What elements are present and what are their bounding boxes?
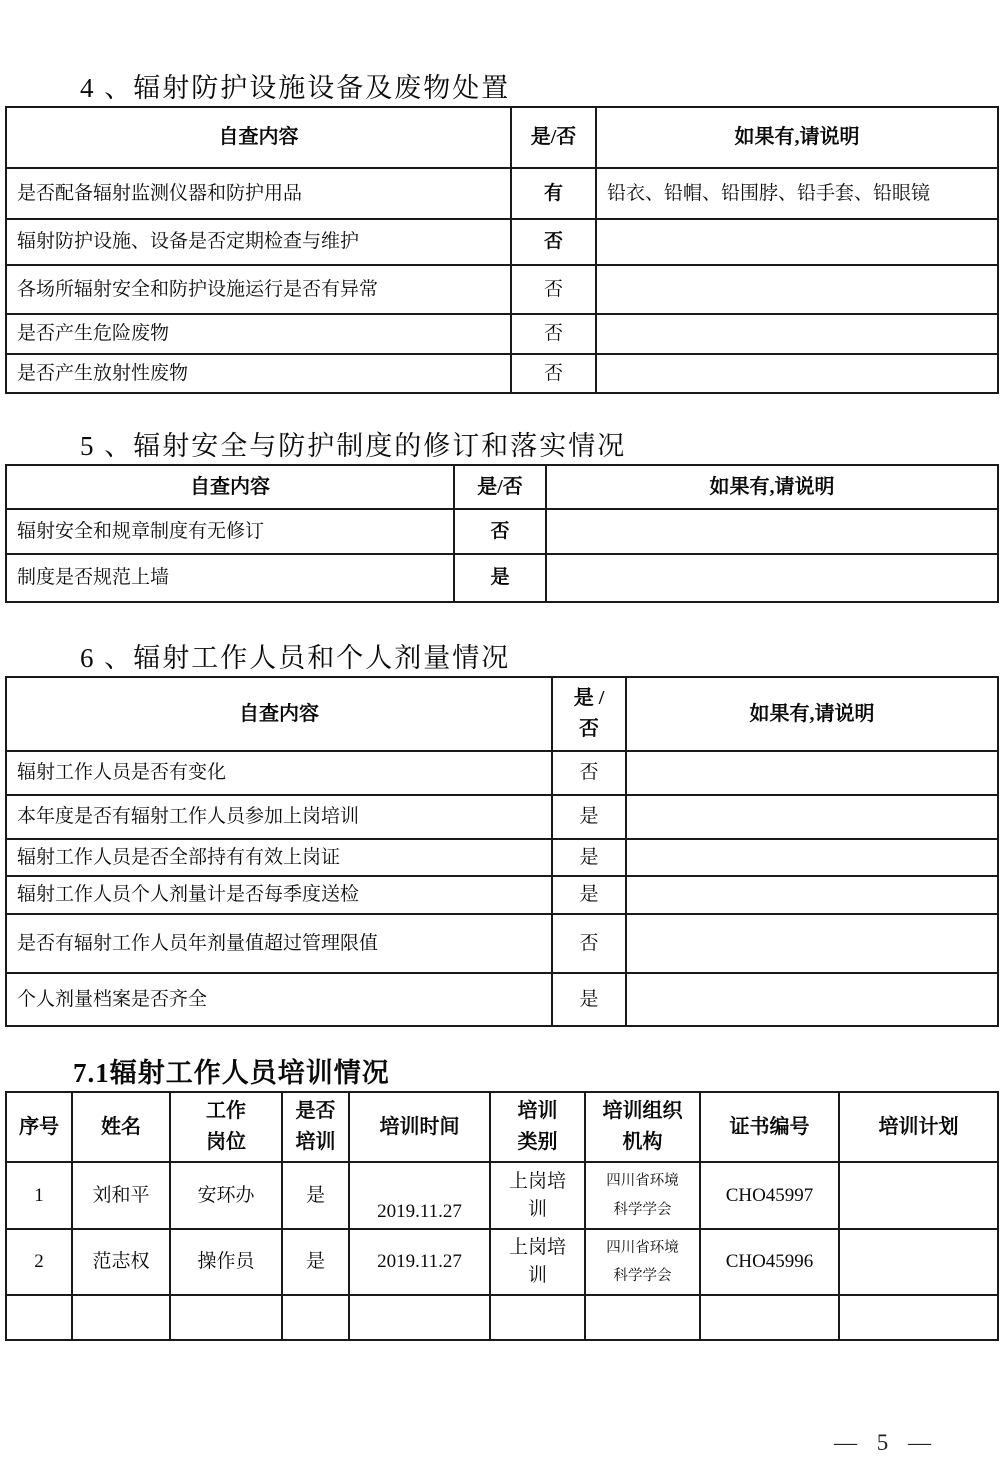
- column-header: 是/否: [511, 107, 596, 168]
- column-header: 自查内容: [6, 107, 511, 168]
- table-cell: [6, 1295, 72, 1340]
- table-cell: 1: [6, 1162, 72, 1229]
- column-header: 姓名: [72, 1092, 170, 1162]
- header-row: [6, 677, 998, 751]
- training-table: [5, 1091, 999, 1341]
- table-cell: [626, 914, 998, 973]
- page-number: — 5 —: [834, 1430, 932, 1455]
- column-header: 培训组织 机构: [585, 1092, 700, 1162]
- table-cell: 否: [552, 751, 626, 795]
- table-row: [6, 354, 998, 393]
- self-check-table-rules: [5, 464, 999, 603]
- column-header: 如果有,请说明: [596, 107, 998, 168]
- column-header: 培训时间: [349, 1092, 490, 1162]
- column-header: 如果有,请说明: [626, 677, 998, 751]
- table-cell: 辐射防护设施、设备是否定期检查与维护: [6, 219, 511, 265]
- table-cell: 2019.11.27: [349, 1162, 490, 1229]
- table-row: [6, 1295, 998, 1340]
- table-cell: 辐射工作人员是否有变化: [6, 751, 552, 795]
- column-header: 是否 培训: [282, 1092, 349, 1162]
- table-cell: 辐射安全和规章制度有无修订: [6, 509, 454, 554]
- column-header: 培训 类别: [490, 1092, 585, 1162]
- table-cell: 有: [511, 168, 596, 219]
- section-title-7-1: 7.1辐射工作人员培训情况: [73, 1058, 390, 1088]
- table-cell: 是: [282, 1162, 349, 1229]
- table-cell: 否: [511, 219, 596, 265]
- table-cell: 是: [552, 795, 626, 839]
- table-row: [6, 751, 998, 795]
- table-row: [6, 554, 998, 602]
- header-row: [6, 465, 998, 509]
- column-header: 是/否: [454, 465, 546, 509]
- table-cell: 是否有辐射工作人员年剂量值超过管理限值: [6, 914, 552, 973]
- table-row: [6, 1162, 998, 1229]
- table-row: [6, 839, 998, 876]
- table-cell: [626, 876, 998, 914]
- self-check-table-personnel: [5, 676, 999, 1027]
- column-header: 如果有,请说明: [546, 465, 998, 509]
- table-cell: 四川省环境科学学会: [585, 1162, 700, 1229]
- column-header: 工作 岗位: [170, 1092, 282, 1162]
- section-title-4: 4 、辐射防护设施设备及废物处置: [80, 73, 511, 103]
- section-gap: [5, 1027, 995, 1057]
- table-cell: [839, 1295, 998, 1340]
- table-cell: [490, 1295, 585, 1340]
- table-cell: CHO45997: [700, 1162, 839, 1229]
- table-cell: 制度是否规范上墙: [6, 554, 454, 602]
- column-header: 自查内容: [6, 465, 454, 509]
- column-header: 证书编号: [700, 1092, 839, 1162]
- table-cell: 安环办: [170, 1162, 282, 1229]
- table-row: [6, 973, 998, 1026]
- table-cell: [626, 839, 998, 876]
- table-cell: [596, 265, 998, 314]
- table-cell: [282, 1295, 349, 1340]
- table-cell: [72, 1295, 170, 1340]
- table-cell: 是否产生危险废物: [6, 314, 511, 354]
- table-cell: [626, 795, 998, 839]
- table-cell: [596, 354, 998, 393]
- table-cell: 2019.11.27: [349, 1229, 490, 1295]
- table-cell: [349, 1295, 490, 1340]
- table-row: [6, 265, 998, 314]
- table-cell: 上岗培训: [490, 1162, 585, 1229]
- section-title-5: 5 、辐射安全与防护制度的修订和落实情况: [80, 431, 627, 461]
- table-cell: [839, 1229, 998, 1295]
- table-cell: 辐射工作人员是否全部持有有效上岗证: [6, 839, 552, 876]
- table-cell: 否: [511, 354, 596, 393]
- table-row: [6, 876, 998, 914]
- table-row: [6, 314, 998, 354]
- table-cell: 是: [454, 554, 546, 602]
- table-cell: 四川省环境科学学会: [585, 1229, 700, 1295]
- table-row: [6, 509, 998, 554]
- table-cell: 否: [511, 314, 596, 354]
- table-cell: 2: [6, 1229, 72, 1295]
- table-cell: [170, 1295, 282, 1340]
- table-row: [6, 168, 998, 219]
- table-cell: 个人剂量档案是否齐全: [6, 973, 552, 1026]
- table-cell: CHO45996: [700, 1229, 839, 1295]
- table-row: [6, 1229, 998, 1295]
- column-header: 序号: [6, 1092, 72, 1162]
- table-cell: [546, 509, 998, 554]
- table-row: [6, 219, 998, 265]
- table-cell: 是: [552, 839, 626, 876]
- table-cell: 铅衣、铅帽、铅围脖、铅手套、铅眼镜: [596, 168, 998, 219]
- column-header: 培训计划: [839, 1092, 998, 1162]
- table-cell: 范志权: [72, 1229, 170, 1295]
- header-row: [6, 1092, 998, 1162]
- table-cell: 操作员: [170, 1229, 282, 1295]
- table-cell: 辐射工作人员个人剂量计是否每季度送检: [6, 876, 552, 914]
- section-gap: [5, 394, 995, 430]
- table-cell: 否: [454, 509, 546, 554]
- column-header: 是 / 否: [552, 677, 626, 751]
- table-cell: 是: [552, 973, 626, 1026]
- self-check-table-facilities: [5, 106, 999, 394]
- table-cell: 本年度是否有辐射工作人员参加上岗培训: [6, 795, 552, 839]
- section-title-6: 6 、辐射工作人员和个人剂量情况: [80, 643, 511, 673]
- table-cell: [546, 554, 998, 602]
- column-header: 自查内容: [6, 677, 552, 751]
- table-cell: [700, 1295, 839, 1340]
- table-cell: [626, 973, 998, 1026]
- table-cell: 是: [552, 876, 626, 914]
- table-cell: 是否产生放射性废物: [6, 354, 511, 393]
- table-cell: [839, 1162, 998, 1229]
- table-cell: 各场所辐射安全和防护设施运行是否有异常: [6, 265, 511, 314]
- table-cell: 否: [552, 914, 626, 973]
- table-cell: 上岗培训: [490, 1229, 585, 1295]
- table-cell: 是否配备辐射监测仪器和防护用品: [6, 168, 511, 219]
- table-cell: 是: [282, 1229, 349, 1295]
- table-cell: [596, 314, 998, 354]
- table-row: [6, 795, 998, 839]
- section-gap: [5, 603, 995, 642]
- table-cell: [596, 219, 998, 265]
- table-row: [6, 914, 998, 973]
- table-cell: [626, 751, 998, 795]
- table-cell: 刘和平: [72, 1162, 170, 1229]
- table-cell: [585, 1295, 700, 1340]
- table-cell: 否: [511, 265, 596, 314]
- header-row: [6, 107, 998, 168]
